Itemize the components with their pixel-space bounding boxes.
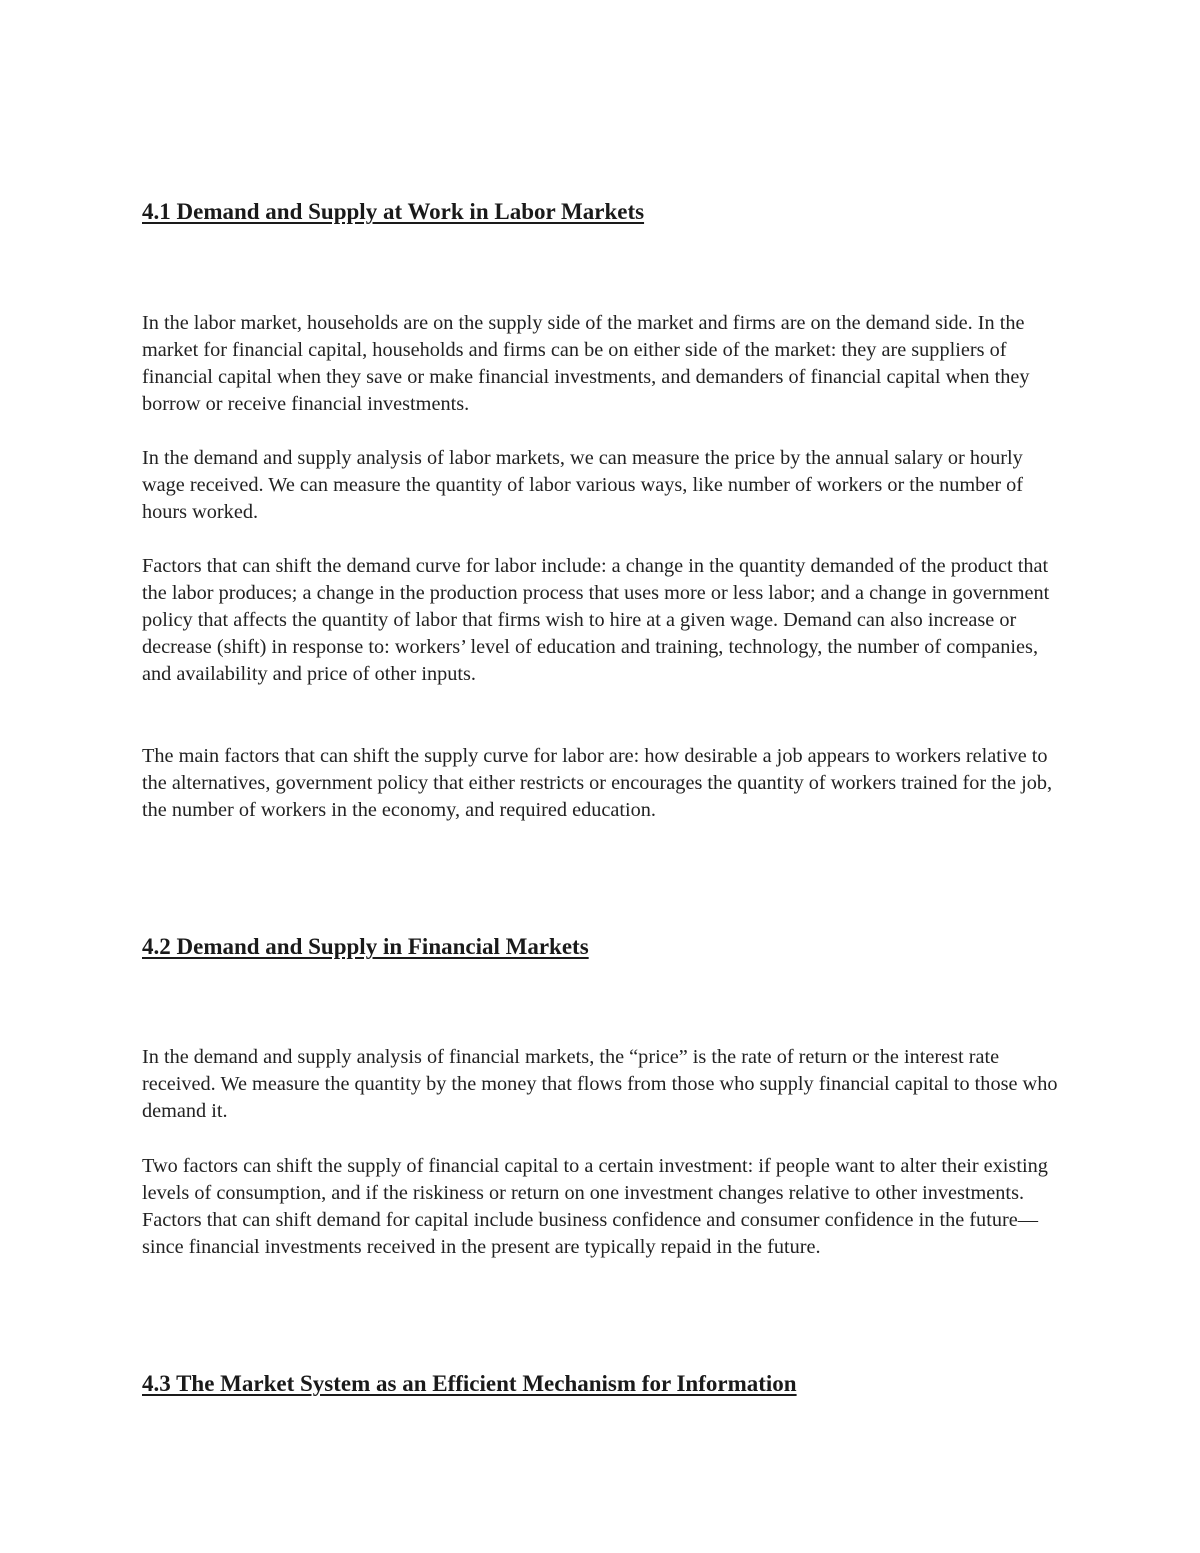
paragraph-labor-demand-factors: Factors that can shift the demand curve for labor include: a change in the quantity demanded of the product that the labor produces; a change in the production process that uses more or less labor; and a change in government policy that affects the quantity of labor that firms wish to hire at a given wage. Demand can also increase or decrease (shift) in response to: workers’ level of education and training, technology, the number of companies, and availability and price of other inputs.: [142, 555, 1050, 685]
section-heading-4-3: 4.3 The Market System as an Efficient Mechanism for Information: [142, 1371, 797, 1396]
paragraph-labor-price-quantity: In the demand and supply analysis of labor markets, we can measure the price by the annual salary or hourly wage received. We can measure the quantity of labor various ways, like number of workers or the number of hours worked.: [142, 447, 1024, 523]
section-heading-4-1: 4.1 Demand and Supply at Work in Labor Markets: [142, 199, 645, 224]
paragraph-labor-market-sides: In the labor market, households are on the supply side of the market and firms are on the demand side. In the market for financial capital, households and firms can be on either side of the market: they are suppliers of financial capital when they save or make financial investments, and demanders of financial capital when they borrow or receive financial investments.: [142, 312, 1030, 415]
paragraph-financial-shift-factors: Two factors can shift the supply of financial capital to a certain investment: if people want to alter their existing levels of consumption, and if the riskiness or return on one investment changes relative to other investments. Factors that can shift demand for capital include business confidence and consumer confidence in the future—since financial investments received in the present are typically repaid in the future.: [142, 1155, 1048, 1258]
paragraph-financial-price-quantity: In the demand and supply analysis of financial markets, the “price” is the rate of return or the interest rate received. We measure the quantity by the money that flows from those who supply financial capital to those who demand it.: [142, 1046, 1058, 1122]
section-heading-4-2: 4.2 Demand and Supply in Financial Markets: [142, 934, 589, 959]
paragraph-labor-supply-factors: The main factors that can shift the supply curve for labor are: how desirable a job appears to workers relative to the alternatives, government policy that either restricts or encourages the quantity of workers trained for the job, the number of workers in the economy, and required education.: [142, 745, 1053, 821]
